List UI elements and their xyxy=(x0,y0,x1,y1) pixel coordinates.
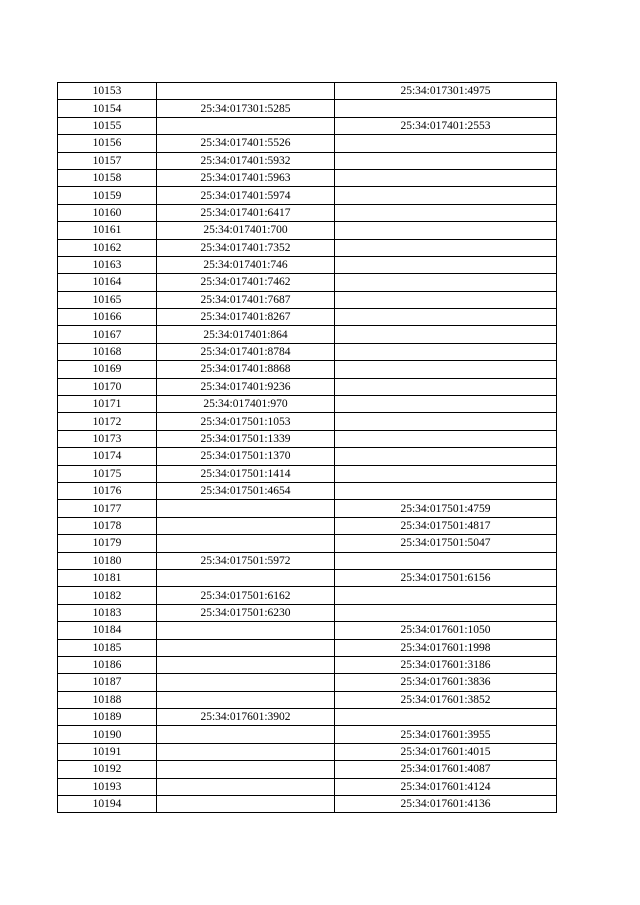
table-row xyxy=(58,726,557,743)
cadastral-number-cell-a xyxy=(157,726,335,743)
cadastral-number-cell-a: 25:34:017401:9236 xyxy=(157,378,335,395)
cadastral-number-cell-b xyxy=(335,361,557,378)
cadastral-number-cell-b xyxy=(335,135,557,152)
row-number-cell: 10177 xyxy=(58,500,157,517)
table-row xyxy=(58,152,557,169)
cadastral-number-cell-b xyxy=(335,378,557,395)
cadastral-number-cell-a: 25:34:017501:6230 xyxy=(157,604,335,621)
table-row xyxy=(58,204,557,221)
cadastral-number-cell-b xyxy=(335,222,557,239)
table-row xyxy=(58,796,557,813)
row-number-cell: 10179 xyxy=(58,535,157,552)
cadastral-number-cell-b xyxy=(335,465,557,482)
cadastral-number-cell-a xyxy=(157,674,335,691)
table-row xyxy=(58,743,557,760)
cadastral-number-cell-b: 25:34:017601:4124 xyxy=(335,778,557,795)
cadastral-number-cell-b xyxy=(335,552,557,569)
table-row xyxy=(58,604,557,621)
table-row xyxy=(58,291,557,308)
cadastral-number-cell-a: 25:34:017301:5285 xyxy=(157,100,335,117)
cadastral-number-cell-a: 25:34:017401:5974 xyxy=(157,187,335,204)
row-number-cell: 10153 xyxy=(58,83,157,100)
cadastral-number-cell-b: 25:34:017501:5047 xyxy=(335,535,557,552)
row-number-cell: 10165 xyxy=(58,291,157,308)
cadastral-number-cell-a: 25:34:017501:1370 xyxy=(157,448,335,465)
row-number-cell: 10161 xyxy=(58,222,157,239)
row-number-cell: 10157 xyxy=(58,152,157,169)
cadastral-number-cell-a: 25:34:017401:746 xyxy=(157,256,335,273)
table-row xyxy=(58,691,557,708)
row-number-cell: 10174 xyxy=(58,448,157,465)
row-number-cell: 10167 xyxy=(58,326,157,343)
cadastral-number-cell-a: 25:34:017401:5963 xyxy=(157,169,335,186)
row-number-cell: 10156 xyxy=(58,135,157,152)
row-number-cell: 10178 xyxy=(58,517,157,534)
cadastral-number-cell-b: 25:34:017301:4975 xyxy=(335,83,557,100)
row-number-cell: 10168 xyxy=(58,343,157,360)
row-number-cell: 10185 xyxy=(58,639,157,656)
table-row xyxy=(58,709,557,726)
cadastral-number-cell-b xyxy=(335,100,557,117)
cadastral-number-cell-a: 25:34:017401:8784 xyxy=(157,343,335,360)
cadastral-number-cell-a: 25:34:017501:6162 xyxy=(157,587,335,604)
table-row xyxy=(58,622,557,639)
table-row xyxy=(58,552,557,569)
table-row xyxy=(58,378,557,395)
cadastral-number-cell-b xyxy=(335,413,557,430)
cadastral-number-cell-a xyxy=(157,691,335,708)
cadastral-number-cell-a xyxy=(157,639,335,656)
row-number-cell: 10187 xyxy=(58,674,157,691)
table-row xyxy=(58,482,557,499)
cadastral-number-cell-a: 25:34:017401:7352 xyxy=(157,239,335,256)
table-row xyxy=(58,639,557,656)
cadastral-number-cell-b xyxy=(335,291,557,308)
table-row xyxy=(58,430,557,447)
table-row xyxy=(58,569,557,586)
cadastral-number-cell-b: 25:34:017401:2553 xyxy=(335,117,557,134)
row-number-cell: 10160 xyxy=(58,204,157,221)
table-row xyxy=(58,500,557,517)
cadastral-number-cell-b: 25:34:017601:3836 xyxy=(335,674,557,691)
cadastral-number-cell-b xyxy=(335,482,557,499)
cadastral-number-cell-a xyxy=(157,743,335,760)
row-number-cell: 10180 xyxy=(58,552,157,569)
cadastral-number-cell-b: 25:34:017601:1050 xyxy=(335,622,557,639)
row-number-cell: 10192 xyxy=(58,761,157,778)
cadastral-number-cell-a: 25:34:017501:5972 xyxy=(157,552,335,569)
cadastral-number-cell-a: 25:34:017401:7462 xyxy=(157,274,335,291)
row-number-cell: 10162 xyxy=(58,239,157,256)
table-row xyxy=(58,222,557,239)
cadastral-number-cell-b: 25:34:017501:6156 xyxy=(335,569,557,586)
cadastral-number-cell-a xyxy=(157,117,335,134)
row-number-cell: 10158 xyxy=(58,169,157,186)
table-row xyxy=(58,117,557,134)
cadastral-number-cell-a: 25:34:017401:864 xyxy=(157,326,335,343)
table-body xyxy=(58,83,557,813)
cadastral-number-cell-a xyxy=(157,535,335,552)
row-number-cell: 10159 xyxy=(58,187,157,204)
cadastral-number-cell-a: 25:34:017401:7687 xyxy=(157,291,335,308)
row-number-cell: 10188 xyxy=(58,691,157,708)
cadastral-number-cell-b: 25:34:017501:4759 xyxy=(335,500,557,517)
cadastral-number-cell-b: 25:34:017601:4087 xyxy=(335,761,557,778)
table-row xyxy=(58,309,557,326)
cadastral-number-cell-b xyxy=(335,256,557,273)
cadastral-number-cell-a: 25:34:017401:970 xyxy=(157,396,335,413)
row-number-cell: 10173 xyxy=(58,430,157,447)
row-number-cell: 10182 xyxy=(58,587,157,604)
cadastral-number-cell-a xyxy=(157,778,335,795)
row-number-cell: 10172 xyxy=(58,413,157,430)
table-row xyxy=(58,187,557,204)
row-number-cell: 10175 xyxy=(58,465,157,482)
cadastral-number-cell-a: 25:34:017601:3902 xyxy=(157,709,335,726)
cadastral-number-cell-b xyxy=(335,309,557,326)
row-number-cell: 10189 xyxy=(58,709,157,726)
row-number-cell: 10154 xyxy=(58,100,157,117)
cadastral-number-cell-a: 25:34:017501:1053 xyxy=(157,413,335,430)
table-row xyxy=(58,656,557,673)
table-row xyxy=(58,465,557,482)
cadastral-number-table xyxy=(57,82,557,813)
cadastral-number-cell-a: 25:34:017501:4654 xyxy=(157,482,335,499)
cadastral-number-cell-b xyxy=(335,204,557,221)
cadastral-number-cell-b: 25:34:017601:4015 xyxy=(335,743,557,760)
table-row xyxy=(58,239,557,256)
row-number-cell: 10164 xyxy=(58,274,157,291)
cadastral-number-cell-a xyxy=(157,83,335,100)
table-row xyxy=(58,396,557,413)
cadastral-number-cell-a: 25:34:017401:700 xyxy=(157,222,335,239)
row-number-cell: 10181 xyxy=(58,569,157,586)
table-row xyxy=(58,413,557,430)
cadastral-number-cell-a xyxy=(157,656,335,673)
cadastral-number-cell-b xyxy=(335,604,557,621)
cadastral-number-cell-b xyxy=(335,187,557,204)
cadastral-number-cell-b xyxy=(335,430,557,447)
cadastral-number-cell-b xyxy=(335,343,557,360)
cadastral-number-cell-a: 25:34:017401:8868 xyxy=(157,361,335,378)
cadastral-number-cell-a: 25:34:017401:5526 xyxy=(157,135,335,152)
cadastral-number-cell-b xyxy=(335,152,557,169)
cadastral-number-cell-a xyxy=(157,761,335,778)
row-number-cell: 10155 xyxy=(58,117,157,134)
cadastral-number-cell-a xyxy=(157,569,335,586)
cadastral-number-cell-a xyxy=(157,796,335,813)
cadastral-number-cell-a: 25:34:017401:5932 xyxy=(157,152,335,169)
cadastral-number-cell-a xyxy=(157,622,335,639)
cadastral-number-cell-b xyxy=(335,274,557,291)
table-row xyxy=(58,778,557,795)
row-number-cell: 10184 xyxy=(58,622,157,639)
row-number-cell: 10166 xyxy=(58,309,157,326)
cadastral-number-cell-a: 25:34:017401:6417 xyxy=(157,204,335,221)
cadastral-number-cell-a xyxy=(157,517,335,534)
cadastral-number-cell-b xyxy=(335,587,557,604)
row-number-cell: 10163 xyxy=(58,256,157,273)
table-row xyxy=(58,274,557,291)
cadastral-number-cell-b: 25:34:017601:4136 xyxy=(335,796,557,813)
table-row xyxy=(58,343,557,360)
cadastral-number-cell-a xyxy=(157,500,335,517)
table-row xyxy=(58,517,557,534)
table-row xyxy=(58,361,557,378)
cadastral-number-cell-a: 25:34:017501:1414 xyxy=(157,465,335,482)
cadastral-number-cell-b xyxy=(335,709,557,726)
table-row xyxy=(58,100,557,117)
row-number-cell: 10170 xyxy=(58,378,157,395)
cadastral-number-cell-b xyxy=(335,326,557,343)
cadastral-number-cell-b xyxy=(335,169,557,186)
row-number-cell: 10194 xyxy=(58,796,157,813)
row-number-cell: 10171 xyxy=(58,396,157,413)
row-number-cell: 10193 xyxy=(58,778,157,795)
table-row xyxy=(58,674,557,691)
cadastral-number-cell-b xyxy=(335,448,557,465)
row-number-cell: 10169 xyxy=(58,361,157,378)
table-row xyxy=(58,256,557,273)
table-row xyxy=(58,535,557,552)
table-row xyxy=(58,326,557,343)
table-row xyxy=(58,587,557,604)
row-number-cell: 10191 xyxy=(58,743,157,760)
cadastral-number-cell-b: 25:34:017601:1998 xyxy=(335,639,557,656)
row-number-cell: 10186 xyxy=(58,656,157,673)
cadastral-number-cell-a: 25:34:017501:1339 xyxy=(157,430,335,447)
cadastral-number-cell-b: 25:34:017501:4817 xyxy=(335,517,557,534)
table-row xyxy=(58,761,557,778)
cadastral-number-cell-b: 25:34:017601:3186 xyxy=(335,656,557,673)
cadastral-number-cell-b: 25:34:017601:3955 xyxy=(335,726,557,743)
cadastral-number-cell-b xyxy=(335,396,557,413)
table-row xyxy=(58,448,557,465)
row-number-cell: 10190 xyxy=(58,726,157,743)
cadastral-number-cell-a: 25:34:017401:8267 xyxy=(157,309,335,326)
row-number-cell: 10176 xyxy=(58,482,157,499)
table-row xyxy=(58,135,557,152)
cadastral-number-cell-b xyxy=(335,239,557,256)
table-row xyxy=(58,83,557,100)
cadastral-number-cell-b: 25:34:017601:3852 xyxy=(335,691,557,708)
row-number-cell: 10183 xyxy=(58,604,157,621)
table-row xyxy=(58,169,557,186)
